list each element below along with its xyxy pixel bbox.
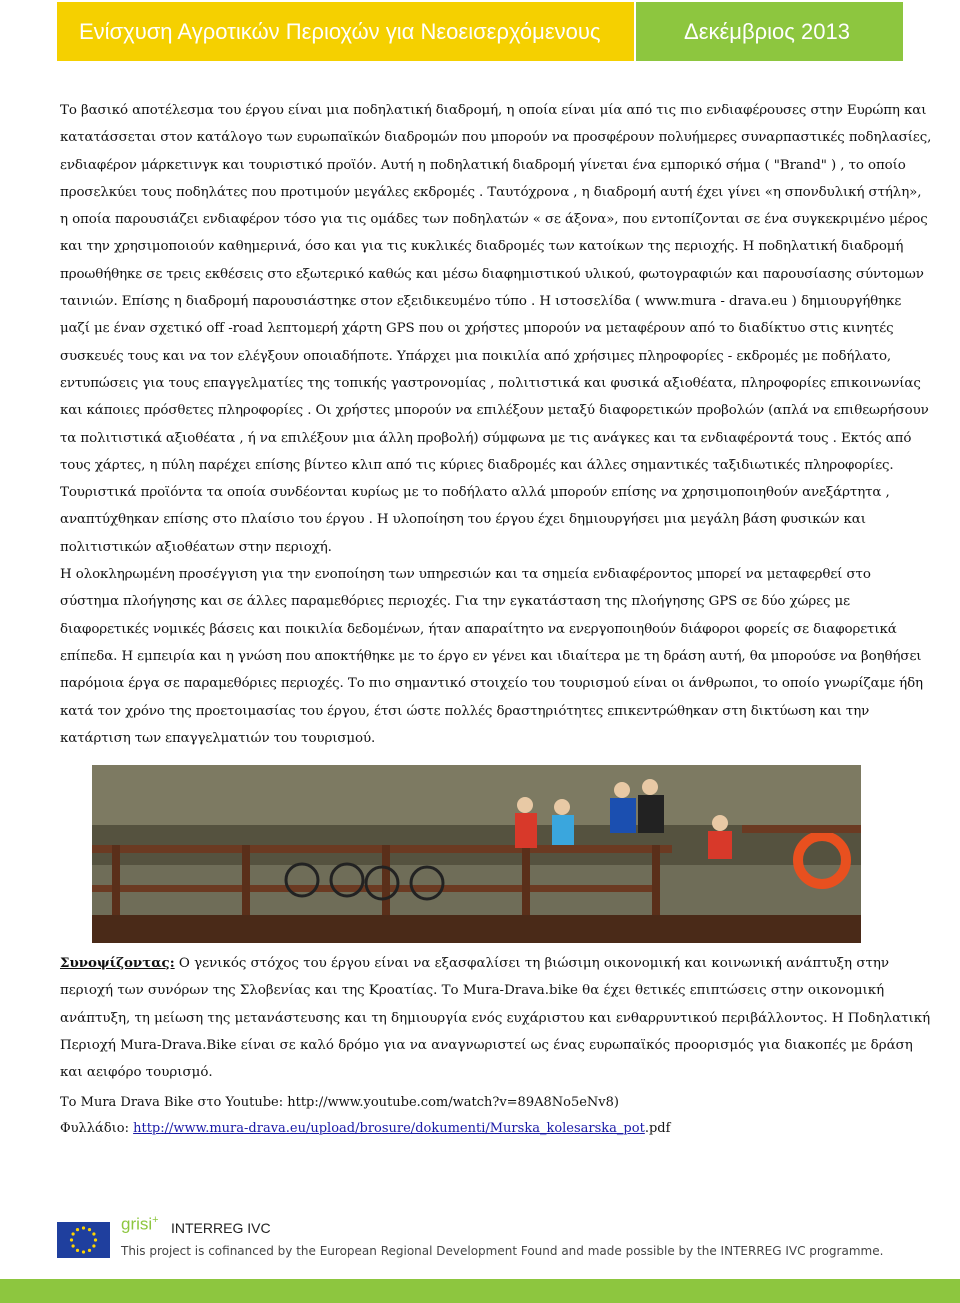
brochure-line xyxy=(60,1116,932,1142)
summary-section xyxy=(60,950,932,1086)
cyclists-photo-drawing xyxy=(92,765,861,943)
brochure-link[interactable]: http://www.mura-drava.eu/upload/brosure/dokumenti/Murska_kolesarska_pot xyxy=(133,1121,645,1136)
eu-flag-icon xyxy=(57,1222,110,1258)
grisi-logo-plus: + xyxy=(152,1214,159,1226)
newsletter-title: Ενίσχυση Αγροτικών Περιοχών για Νεοεισερχόμενους xyxy=(57,2,634,61)
funding-footer xyxy=(57,1210,903,1266)
summary-paragraph xyxy=(60,950,932,1086)
links-section xyxy=(60,1090,932,1142)
article-paragraph-2: Η ολοκληρωμένη προσέγγιση για την ενοποίηση των υπηρεσιών και τα σημεία ενδιαφέροντος μπορεί να μεταφερθεί στο σύστημα πλοήγησης και σε άλλες παραμεθόριες περιοχές. Για την εγκατάσταση της πλοήγησης GPS σε δύο χώρες με διαφορετικές νομικές βάσεις και ποικιλία δεδομένων, ήταν απαραίτητο να ενεργοποιηθούν διάφοροι φορείς σε διαφορετικά επίπεδα. Η εμπειρία και η γνώση που αποκτήθηκε με το έργο εν γένει και ιδιαίτερα με τη δράση αυτή, θα μπορούσε να βοηθήσει παρόμοια έργα σε παραμεθόριες περιοχές. Το πιο σημαντικό στοιχείο του τουρισμού είναι οι άνθρωποι, το οποίο γνωρίζαμε ήδη κατά τον χρόνο της προετοιμασίας του έργου, έτσι ώστε πολλές δραστηριότητες επικεντρώθηκαν στη δικτύωση και την κατάρτιση των επαγγελματιών του τουρισμού. xyxy=(60,567,923,746)
brochure-label: Φυλλάδιο: xyxy=(60,1121,134,1136)
grisi-logo-text: grisi xyxy=(121,1214,153,1234)
cyclists-photo xyxy=(92,765,861,943)
article-body xyxy=(60,97,932,752)
eu-stars-icon xyxy=(57,1222,110,1258)
summary-text: Ο γενικός στόχος του έργου είναι να εξασφαλίσει τη βιώσιμη οικονομική και κοινωνική ανάπτυξη στην περιοχή των συνόρων της Σλοβενίας και της Κροατίας. Το Mura-Drava.bike θα έχει θετικές επιπτώσεις στην οικονομική ανάπτυξη, τη μείωση της μετανάστευσης και τη δημιουργία ενός ευχάριστου και ενθαρρυντικού περιβάλλοντος. Η Ποδηλατική Περιοχή Mura-Drava.Bike είναι σε καλό δρόμο για να αναγνωριστεί ως ένας ευρωπαϊκός προορισμός για διακοπές με δράση και αειφόρο τουρισμό. xyxy=(60,956,931,1081)
newsletter-date: Δεκέμβριος 2013 xyxy=(636,2,903,61)
brochure-suffix: .pdf xyxy=(644,1121,671,1136)
page-header xyxy=(57,2,903,61)
grisi-logo xyxy=(121,1214,159,1235)
youtube-line[interactable]: Το Mura Drava Bike στο Youtube: http://www.youtube.com/watch?v=89A8No5eNv8) xyxy=(60,1095,619,1110)
bottom-green-bar xyxy=(0,1279,960,1303)
summary-lead: Συνοψίζοντας: xyxy=(60,955,175,971)
cofinanced-notice: This project is cofinanced by the European Regional Development Found and made possible by the INTERREG IVC programme. xyxy=(121,1244,884,1258)
article-paragraph-1: Το βασικό αποτέλεσμα του έργου είναι μια ποδηλατική διαδρομή, η οποία είναι μία από τις πιο ενδιαφέρουσες στην Ευρώπη και κατατάσσεται στον κατάλογο των ευρωπαϊκών διαδρομών που μπορούν να προσφέρουν πολυήμερες συναρπαστικές ποδηλασίες, ενδιαφέρον μάρκετινγκ και τουριστικό προϊόν. Αυτή η ποδηλατική διαδρομή γίνεται ένα εμπορικό σήμα ( "Brand" ) , το οποίο προσελκύει τους ποδηλάτες που προτιμούν μεγάλες εκδρομές . Ταυτόχρονα , η διαδρομή αυτή έχει γίνει «η σπονδυλική στήλη», η οποία παρουσιάζει ενδιαφέρον τόσο για τις ομάδες των ποδηλατών « σε άξονα», που εντοπίζονται σε ένα συγκεκριμένο μέρος και την χρησιμοποιούν καθημερινά, όσο και για τις κυκλικές διαδρομές των κατοίκων της περιοχής. Η ποδηλατική διαδρομή προωθήθηκε σε τρεις εκθέσεις στο εξωτερικό καθώς και μέσω διαφημιστικού υλικού, φωτογραφιών και παρουσίασης σύντομων ταινιών. Επίσης η διαδρομή παρουσιάστηκε στον εξειδικευμένο τύπο . Η ιστοσελίδα ( www.mura - drava.eu ) δημιουργήθηκε μαζί με έναν σχετικό off -road λεπτομερή χάρτη GPS που οι χρήστες μπορούν να μεταφέρουν από το διαδίκτυο στις κινητές συσκευές τους και να τον ελέγξουν οποιαδήποτε. Υπάρχει μια ποικιλία από χρήσιμες πληροφορίες - εκδρομές με ποδήλατο, εντυπώσεις για τους επαγγελματίες της τοπικής γαστρονομίας , πολιτιστικά και φυσικά αξιοθέατα, πληροφορίες επικοινωνίας και κάποιες πρόσθετες πληροφορίες . Οι χρήστες μπορούν να επιλέξουν μεταξύ διαφορετικών προβολών (απλά να επιθεωρήσουν τα πολιτιστικά αξιοθέατα , ή να επιλέξουν μια άλλη προβολή) σύμφωνα με τις ανάγκες και τα ενδιαφέροντά τους . Εκτός από τους χάρτες, η πύλη παρέχει επίσης βίντεο κλιπ από τις κύριες διαδρομές και άλλες σημαντικές ταξιδιωτικές πληροφορίες. Τουριστικά προϊόντα τα οποία συνδέονται κυρίως με το ποδήλατο αλλά μπορούν επίσης να χρησιμοποιηθούν ανεξάρτητα , αναπτύχθηκαν επίσης στο πλαίσιο του έργου . Η υλοποίηση του έργου έχει δημιουργήσει μια μεγάλη βάση φυσικών και πολιτιστικών αξιοθέατων στην περιοχή. xyxy=(60,103,932,555)
interreg-label: INTERREG IVC xyxy=(171,1220,271,1236)
